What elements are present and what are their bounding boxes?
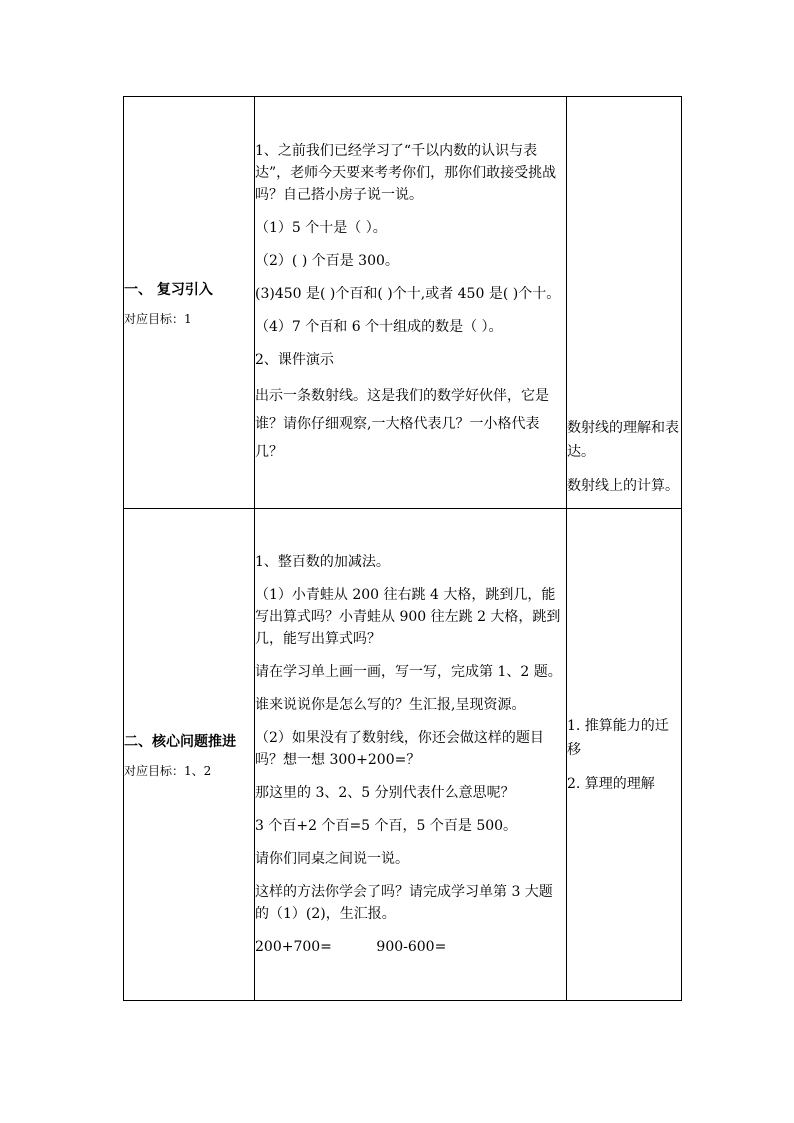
- activity-cell: [255, 509, 567, 1001]
- stage-cell: [124, 509, 255, 1001]
- activity-paragraph: （2）如果没有了数射线，你还会做这样的题目吗？想一想 300+200=？: [255, 730, 544, 768]
- activity-paragraph: 1、之前我们已经学习了“千以内数的认识与表达”，老师今天要来考考你们，那你们敢接受挑战吗？自己搭小房子说一说。: [255, 142, 557, 203]
- activity-paragraph: 那这里的 3、2、5 分别代表什么意思呢？: [255, 785, 515, 801]
- stage-target: 对应目标：1、2: [124, 763, 212, 778]
- activity-paragraph: 请在学习单上画一画，写一写，完成第 1、2 题。: [255, 664, 562, 680]
- stage-title: 二、核心问题推进: [124, 733, 236, 750]
- activity-paragraph: （2）( ) 个百是 300。: [255, 252, 399, 269]
- stage-title: 一、 复习引入: [124, 281, 213, 298]
- goal-item: 2. 算理的理解: [567, 775, 655, 792]
- activity-paragraph: 谁来说说你是怎么写的？生汇报,呈现资源。: [255, 697, 526, 713]
- activity-paragraph: 3 个百+2 个百=5 个百，5 个百是 500。: [255, 818, 518, 834]
- activity-paragraph: 1、整百数的加减法。: [255, 554, 390, 570]
- goal-item: 1. 推算能力的迁移: [567, 717, 669, 758]
- activity-paragraph: 200+700= 900-600=: [255, 939, 447, 955]
- stage-cell: [124, 97, 255, 509]
- activity-paragraph: 这样的方法你学会了吗？请完成学习单第 3 大题的（1）(2)，生汇报。: [255, 884, 553, 922]
- activity-paragraph: （4）7 个百和 6 个十组成的数是（ ）。: [255, 318, 503, 335]
- activity-paragraph: 出示一条数射线。这是我们的数学好伙伴，它是谁？请你仔细观察,一大格代表几？一小格代表几？: [255, 387, 549, 460]
- activity-paragraph: （1）5 个十是（ ）。: [255, 219, 387, 236]
- activity-paragraph: （1）小青蛙从 200 往右跳 4 大格，跳到几，能写出算式吗？小青蛙从 900 往左跳 2 大格，跳到几，能写出算式吗？: [255, 587, 561, 647]
- activity-paragraph: (3)450 是( )个百和( )个十,或者 450 是( )个十。: [255, 285, 561, 302]
- goal-item: 数射线上的计算。: [567, 478, 679, 494]
- table-row: [124, 97, 682, 509]
- goal-item: 数射线的理解和表达。: [567, 420, 679, 460]
- activity-paragraph: 2、课件演示: [255, 351, 334, 368]
- goal-cell: [567, 97, 682, 509]
- stage-target: 对应目标：1: [124, 311, 192, 326]
- table-row: [124, 509, 682, 1001]
- goal-cell: [567, 509, 682, 1001]
- activity-cell: [255, 97, 567, 509]
- lesson-plan-table: [123, 96, 682, 1001]
- activity-paragraph: 请你们同桌之间说一说。: [255, 851, 409, 867]
